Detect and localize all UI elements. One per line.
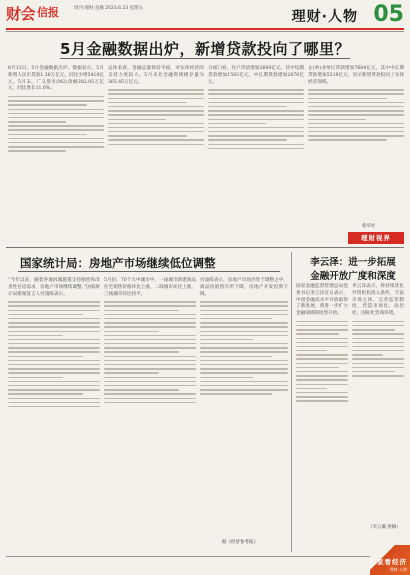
masthead-rule-thin [6,31,404,32]
article-3-column-1 [296,284,348,405]
article-3-column-2 [352,284,404,379]
article-2-paragraph: “今年以来，随着各地因城施策支持刚性和改善性住房需求，房地产市场继续调整。”国家统计局新闻发言人付凌晖表示。 [8,278,100,297]
article-2-paragraph: 付凌晖表示，房地产市场仍处于调整之中，商品房销售有所下降，房地产开发投资下降。 [200,278,288,297]
article-1-column-2 [108,66,204,148]
article-3-byline: （李云翼 供稿） [368,525,401,530]
masthead-subtitle: 信报 [37,6,59,19]
page-number: 05 [373,2,404,27]
article-1-column-3 [208,66,304,152]
article-1-byline: 新华社 [362,224,376,229]
article-2-headline: 国家统计局：房地产市场继续低位调整 [20,256,216,270]
article-2-source: 据《经济参考报》 [222,540,258,545]
article-2-headline-block [6,255,288,273]
masthead [0,0,410,34]
page-bottom-rule [6,556,404,557]
article-3-headline-line-2: 金融开放广度和深度 [310,271,396,282]
article-1-paragraph: 分部门看，住户贷款增加3669亿元，其中短期贷款增加1593亿元，中长期贷款增加2076亿元。 [208,66,304,85]
section-divider [6,247,404,248]
article-1-headline: 5月金融数据出炉，新增贷款投向了哪里？ [60,40,350,58]
edition-line: 周刊·理财·直播 2023.6.23 星期五 [74,6,144,11]
article-1-column-1 [8,66,104,155]
article-1-paragraph: 总体来看，金融总量保持平稳，对实体经济的支持力度较大。5月末社会融资规模存量为365.45万亿元。 [108,66,204,85]
article-2-column-3 [200,278,288,398]
article-2-column-1 [8,278,100,410]
headline-underline [60,58,350,59]
column-divider [291,252,292,552]
headline-underline [18,271,280,272]
ad-corner-label: 行家看经济 [369,558,407,566]
article-3-headline-line-1: 李云泽：进一步拓展 [310,257,396,268]
article-2-paragraph: 5月份，70个大中城市中，一线城市新建商品住宅销售价格环比上涨，二线城市环比上涨，三线城市环比持平。 [104,278,196,297]
article-3-paragraph: 李云泽表示，将持续优化外资机构准入条件，丰富市场主体，完善监管制度，营造市场化、法治化、国际化营商环境。 [352,284,404,317]
section-banner: 理财视界 [348,232,404,244]
article-1-paragraph: 6月13日，5月金融数据出炉。数据显示，5月新增人民币贷款1.36万亿元，同比少增5418亿元。5月末，广义货币(M2)余额282.05万亿元，同比增长11.6%。 [8,66,104,92]
masthead-rule [6,28,404,30]
section-title: 理财·人物 [291,9,358,25]
article-1-column-4 [308,66,404,144]
article-3-paragraph: 国家金融监督管理总局党委书记李云泽近日表示，中国金融高水平开放取得了新进展，将进一步扩大金融领域制度型开放。 [296,284,348,317]
article-2-column-2 [104,278,196,406]
article-1-paragraph: 企(事)业单位贷款增加7684亿元，其中中长期贷款增加5318亿元，显示新增贷款投向了实体经济领域。 [308,66,404,85]
ad-corner-sub: 理财·人物 [389,567,407,572]
masthead-logo: 财会 [6,5,36,23]
